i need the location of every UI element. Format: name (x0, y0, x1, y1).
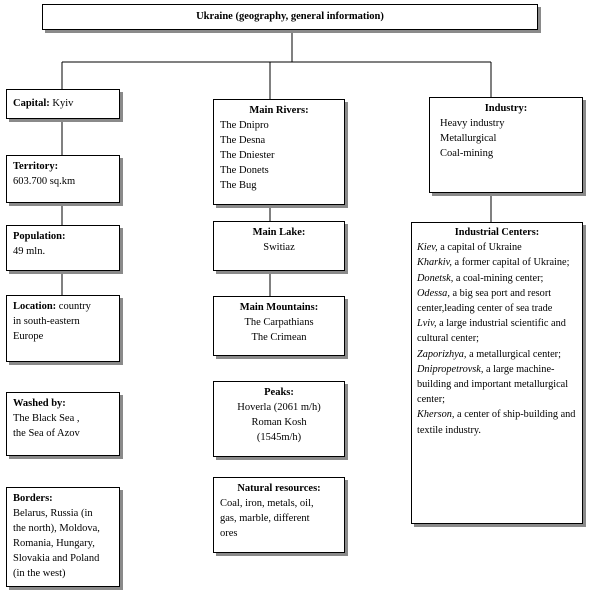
industry-label: Industry: (484, 103, 528, 114)
location-value: country (58, 301, 91, 312)
resources-label: Natural resources: (237, 483, 321, 494)
borders-line: Romania, Hungary, (13, 538, 95, 549)
industrial-centers-label: Industrial Centers: (454, 227, 540, 238)
washed-line1: The Black Sea , (13, 413, 80, 424)
population-value: 49 mln. (13, 246, 46, 257)
center-city: Dnipropetrovsk, (417, 363, 484, 375)
center-city: Kherson, (417, 409, 455, 421)
peaks-line: Roman Kosh (251, 417, 307, 428)
borders-line: the north), Moldova, (13, 523, 100, 534)
borders-label: Borders: (13, 493, 53, 504)
borders-line: Belarus, Russia (in (13, 508, 93, 519)
location-label: Location: (13, 301, 57, 312)
center-text: a large machine-building and important metallurgical center; (417, 363, 569, 406)
washed-box (6, 392, 120, 456)
center-entry (417, 240, 577, 255)
population-box (6, 225, 120, 271)
location-line2: in south-eastern (13, 316, 80, 327)
resources-line: Coal, iron, metals, oil, (220, 498, 314, 509)
industrial-centers-box (411, 222, 583, 524)
capital-label: Capital: (13, 98, 50, 109)
center-text: a capital of Ukraine (437, 242, 522, 254)
center-entry (417, 407, 577, 437)
center-entry (417, 316, 577, 346)
resources-line: gas, marble, different (220, 513, 310, 524)
peaks-line: Hoverla (2061 m/h) (237, 402, 321, 413)
river-item: The Desna (220, 135, 266, 146)
capital-value: Kyiv (52, 98, 74, 109)
center-entry (417, 271, 577, 286)
center-text: a center of ship-building and textile industry. (417, 409, 576, 436)
center-city: Odessa, (417, 287, 450, 299)
borders-line: Slovakia and Poland (13, 553, 100, 564)
rivers-label: Main Rivers: (249, 105, 309, 116)
center-text: a large industrial scientific and cultural center; (417, 318, 566, 345)
center-text: a former capital of Ukraine; (451, 257, 570, 269)
center-entry (417, 255, 577, 270)
center-city: Kharkiv, (417, 257, 452, 269)
peaks-box (213, 381, 345, 457)
center-entry (417, 286, 577, 316)
location-box (6, 295, 120, 362)
industry-item: Heavy industry (440, 118, 505, 129)
center-text: a metallurgical center; (466, 348, 561, 360)
river-item: The Bug (220, 180, 257, 191)
lake-value: Switiaz (263, 242, 295, 253)
river-item: The Donets (220, 165, 269, 176)
borders-box (6, 487, 120, 587)
population-label: Population: (13, 231, 66, 242)
capital-box (6, 89, 120, 119)
center-city: Donetsk, (417, 272, 454, 284)
mountains-label: Main Mountains: (239, 302, 319, 313)
location-line3: Europe (13, 331, 44, 342)
title-box (42, 4, 538, 30)
diagram-title: Ukraine (geography, general information) (196, 11, 384, 22)
industry-box (429, 97, 583, 193)
river-item: The Dnipro (220, 120, 269, 131)
mountain-item: The Crimean (251, 332, 307, 343)
borders-line: (in the west) (13, 568, 66, 579)
center-city: Zaporizhya, (417, 348, 467, 360)
peaks-line: (1545m/h) (256, 432, 302, 443)
rivers-box (213, 99, 345, 205)
washed-line2: the Sea of Azov (13, 428, 80, 439)
territory-value: 603.700 sq.km (13, 176, 76, 187)
center-city: Kiev, (417, 242, 438, 254)
center-entry (417, 347, 577, 362)
mountain-item: The Carpathians (244, 317, 314, 328)
center-city: Lviv, (417, 318, 437, 330)
lake-label: Main Lake: (252, 227, 306, 238)
mountains-box (213, 296, 345, 356)
center-text: a big sea port and resort center,leading center of sea trade (417, 287, 553, 315)
center-entry (417, 362, 577, 408)
peaks-label: Peaks: (264, 387, 294, 398)
territory-box (6, 155, 120, 203)
industry-item: Metallurgical (440, 133, 497, 144)
center-text: a coal-mining center; (453, 272, 544, 284)
industry-item: Coal-mining (440, 148, 494, 159)
lake-box (213, 221, 345, 271)
territory-label: Territory: (13, 161, 59, 172)
river-item: The Dniester (220, 150, 275, 161)
resources-box (213, 477, 345, 553)
washed-label: Washed by: (13, 398, 66, 409)
resources-line: ores (220, 528, 238, 539)
